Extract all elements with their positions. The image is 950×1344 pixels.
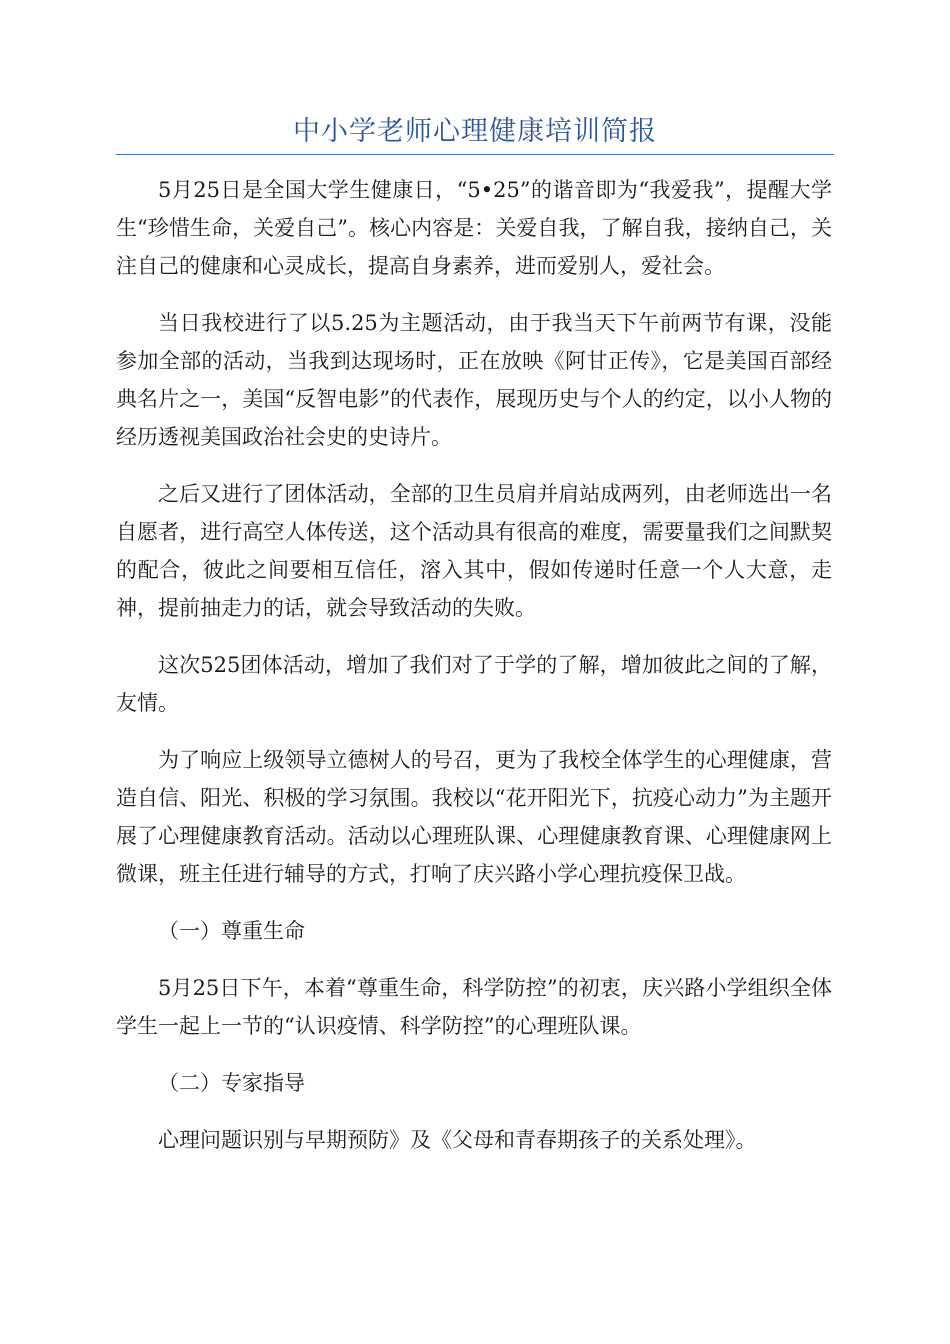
paragraph-movie: 当日我校进行了以5.25为主题活动，由于我当天下午前两节有课，没能参加全部的活动，当我到达现场时，正在放映《阿甘正传》，它是美国百部经典名片之一，美国“反智电影”的代表作，展现历史与个人的约定，以小人物的经历透视美国政治社会史的史诗片。 (116, 311, 832, 449)
section-heading-expert-guidance: （二）专家指导 (158, 1071, 305, 1095)
section-heading-respect-life: （一）尊重生命 (158, 919, 305, 943)
paragraph-team-activity: 之后又进行了团体活动，全部的卫生员肩并肩站成两列，由老师选出一名自愿者，进行高空人体传送，这个活动具有很高的难度，需要量我们之间默契的配合，彼此之间要相互信任，溶入其中，假如传递时任意一个人大意，走神，提前抽走力的话，就会导致活动的失败。 (116, 482, 832, 620)
document-body (116, 171, 832, 1178)
paragraph-school-campaign: 为了响应上级领导立德树人的号召，更为了我校全体学生的心理健康，营造自信、阳光、积极的学习氛围。我校以“花开阳光下，抗疫心动力”为主题开展了心理健康教育活动。活动以心理班队课、心理健康教育课、心理健康网上微课，班主任进行辅导的方式，打响了庆兴路小学心理抗疫保卫战。 (116, 748, 832, 886)
paragraph-525-activity: 这次525团体活动，增加了我们对了于学的了解，增加彼此之间的了解，友情。 (116, 653, 832, 715)
document-title: 中小学老师心理健康培训简报 (293, 116, 657, 147)
title-underline (116, 154, 834, 155)
paragraph-class-meeting: 5月25日下午，本着“尊重生命，科学防控”的初衷，庆兴路小学组织全体学生一起上一节的“认识疫情、科学防控”的心理班队课。 (116, 976, 832, 1038)
paragraph-health-day: 5月25日是全国大学生健康日，“5•25”的谐音即为“我爱我”，提醒大学生“珍惜生命，关爱自己”。核心内容是：关爱自我，了解自我，接纳自己，关注自己的健康和心灵成长，提高自身素养，进而爱别人，爱社会。 (116, 178, 832, 278)
paragraph-lectures: 心理问题识别与早期预防》及《父母和青春期孩子的关系处理》。 (158, 1128, 757, 1152)
